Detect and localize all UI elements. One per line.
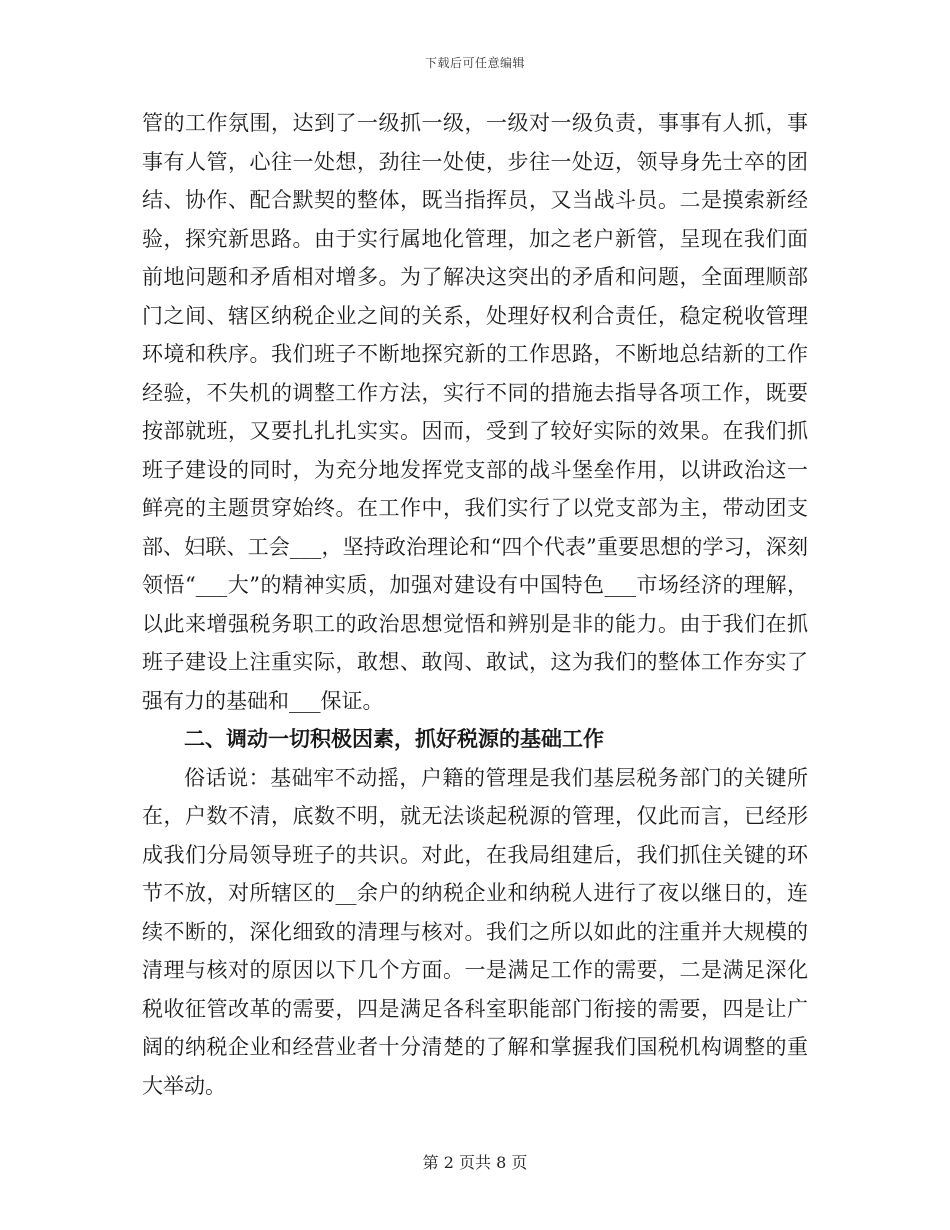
body-paragraph: 管的工作氛围，达到了一级抓一级，一级对一级负责，事事有人抓，事事有人管，心往一处想，劲往一处使，步往一处迈，领导身先士卒的团结、协作、配合默契的整体，既当指挥员，又当战斗员。二是摸索新经验，探究新思路。由于实行属地化管理，加之老户新管，呈现在我们面前地问题和矛盾相对增多。为了解决这突出的矛盾和问题，全面理顺部门之间、辖区纳税企业之间的关系，处理好权利合责任，稳定税收管理环境和秩序。我们班子不断地探究新的工作思路，不断地总结新的工作经验，不失机的调整工作方法，实行不同的措施去指导各项工作，既要按部就班，又要扎扎扎实实。因而，受到了较好实际的效果。在我们抓班子建设的同时，为充分地发挥党支部的战斗堡垒作用，以讲政治这一鲜亮的主题贯穿始终。在工作中，我们实行了以党支部为主，带动团支部、妇联、工会___，坚持政治理论和“四个代表”重要思想的学习，深刻领悟“___大”的精神实质，加强对建设有中国特色___市场经济的理解，以此来增强税务职工的政治思想觉悟和辨别是非的能力。由于我们在抓班子建设上注重实际，敢想、敢闯、敢试，这为我们的整体工作夯实了强有力的基础和___保证。 <box>142 111 808 713</box>
body-paragraph: 俗话说：基础牢不动摇，户籍的管理是我们基层税务部门的关键所在，户数不清，底数不明，就无法谈起税源的管理，仅此而言，已经形成我们分局领导班子的共识。对此，在我局组建后，我们抓住关键的环节不放，对所辖区的__余户的纳税企业和纳税人进行了夜以继日的，连续不断的，深化细致的清理与核对。我们之所以如此的注重并大规模的清理与核对的原因以下几个方面。一是满足工作的需要，二是满足深化税收征管改革的需要，四是满足各科室职能部门衔接的需要，四是让广阔的纳税企业和经营业者十分清楚的了解和掌握我们国税机构调整的重大举动。 <box>142 765 808 1098</box>
section-heading: 二、调动一切积极因素，抓好税源的基础工作 <box>184 727 604 751</box>
page-header: 下载后可任意编辑 <box>424 56 525 70</box>
page-footer: 第 2 页共 8 页 <box>422 1153 528 1172</box>
document-body <box>142 104 808 1105</box>
